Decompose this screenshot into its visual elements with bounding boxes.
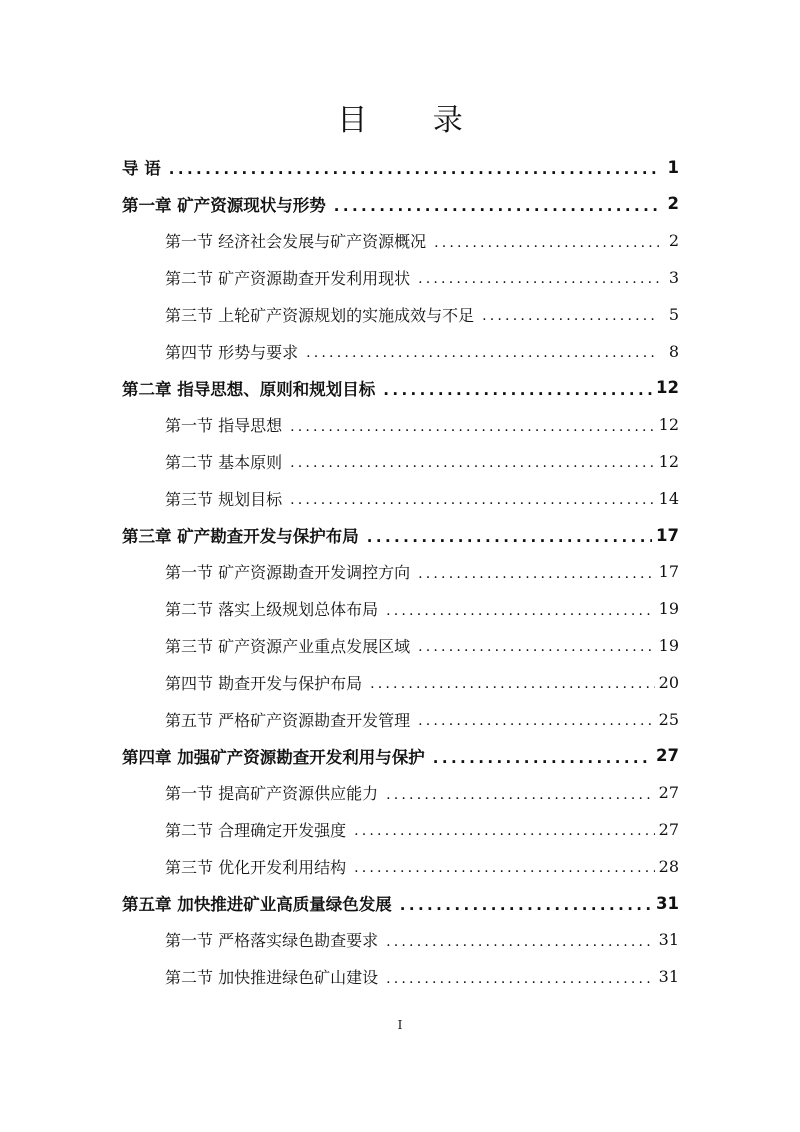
toc-entry-page-number: 19	[658, 635, 679, 655]
toc-entry-page-number: 28	[658, 856, 679, 876]
toc-section-entry[interactable]	[165, 594, 679, 624]
page-number: I	[397, 1018, 403, 1032]
toc-entry-page-number: 31	[656, 893, 679, 913]
toc-dot-leader	[354, 860, 655, 876]
toc-section-entry[interactable]	[165, 299, 679, 329]
toc-entry-page-number: 12	[658, 415, 679, 435]
toc-section-entry[interactable]	[165, 410, 679, 440]
toc-entry-page-number: 2	[668, 231, 679, 251]
toc-dot-leader	[383, 381, 652, 399]
toc-dot-leader	[386, 787, 655, 803]
toc-entry-label: 第二节 加快推进绿色矿山建设	[165, 968, 379, 988]
toc-chapter-entry[interactable]	[122, 152, 679, 182]
toc-entry-page-number: 19	[658, 599, 679, 619]
toc-entry-label: 第二章 指导思想、原则和规划目标	[122, 379, 376, 399]
toc-entry-page-number: 12	[656, 378, 679, 398]
toc-entry-page-number: 2	[667, 194, 679, 214]
toc-chapter-entry[interactable]	[122, 888, 679, 918]
toc-entry-page-number: 17	[656, 525, 679, 545]
toc-entry-label: 第四节 勘查开发与保护布局	[165, 673, 363, 693]
toc-section-entry[interactable]	[165, 557, 679, 587]
toc-dot-leader	[434, 235, 659, 251]
toc-section-entry[interactable]	[165, 851, 679, 881]
toc-entry-page-number: 12	[658, 451, 679, 471]
toc-dot-leader	[290, 419, 655, 435]
toc-entry-page-number: 31	[658, 930, 679, 950]
toc-title: 目 录	[337, 103, 491, 138]
toc-dot-leader	[386, 934, 655, 950]
toc-entry-page-number: 27	[656, 746, 679, 766]
toc-entry-label: 第三节 规划目标	[165, 489, 283, 509]
toc-entry-page-number: 27	[658, 783, 679, 803]
toc-entry-label: 第二节 落实上级规划总体布局	[165, 600, 379, 620]
toc-entry-label: 第二节 基本原则	[165, 452, 283, 472]
toc-chapter-entry[interactable]	[122, 373, 679, 403]
toc-entry-label: 第一节 提高矿产资源供应能力	[165, 784, 379, 804]
toc-entry-label: 第四章 加强矿产资源勘查开发利用与保护	[122, 747, 425, 767]
toc-dot-leader	[418, 271, 659, 287]
toc-section-entry[interactable]	[165, 704, 679, 734]
toc-dot-leader	[354, 823, 655, 839]
toc-section-entry[interactable]	[165, 814, 679, 844]
toc-section-entry[interactable]	[165, 226, 679, 256]
toc-dot-leader	[306, 345, 659, 361]
toc-entry-label: 第三节 优化开发利用结构	[165, 857, 347, 877]
toc-dot-leader	[370, 676, 655, 692]
toc-entry-label: 第四节 形势与要求	[165, 342, 299, 362]
toc-entry-label: 第一节 严格落实绿色勘查要求	[165, 931, 379, 951]
toc-dot-leader	[433, 749, 652, 767]
toc-section-entry[interactable]	[165, 962, 679, 992]
toc-section-entry[interactable]	[165, 336, 679, 366]
toc-entry-label: 第二节 矿产资源勘查开发利用现状	[165, 268, 411, 288]
toc-entry-page-number: 5	[668, 304, 679, 324]
toc-dot-leader	[418, 639, 655, 655]
toc-entry-label: 第一节 指导思想	[165, 416, 283, 436]
toc-dot-leader	[418, 566, 655, 582]
toc-dot-leader	[290, 455, 655, 471]
toc-entry-label: 第五章 加快推进矿业高质量绿色发展	[122, 895, 392, 914]
toc-entry-label: 第一节 矿产资源勘查开发调控方向	[165, 563, 411, 583]
toc-section-entry[interactable]	[165, 630, 679, 660]
toc-entry-page-number: 17	[658, 562, 679, 582]
toc-entry-page-number: 14	[658, 488, 679, 508]
toc-entry-label: 第三章 矿产勘查开发与保护布局	[122, 527, 359, 546]
toc-dot-leader	[386, 971, 655, 987]
toc-section-entry[interactable]	[165, 778, 679, 808]
toc-entry-label: 第二节 合理确定开发强度	[165, 820, 347, 840]
toc-chapter-entry[interactable]	[122, 520, 679, 550]
toc-section-entry[interactable]	[165, 262, 679, 292]
toc-entry-page-number: 1	[667, 157, 679, 177]
toc-section-entry[interactable]	[165, 446, 679, 476]
toc-entry-page-number: 31	[658, 967, 679, 987]
toc-entry-label: 第三节 矿产资源产业重点发展区域	[165, 636, 411, 656]
toc-section-entry[interactable]	[165, 667, 679, 697]
toc-dot-leader	[386, 603, 655, 619]
toc-entry-label: 导 语	[122, 159, 161, 178]
toc-entry-page-number: 3	[668, 267, 679, 287]
toc-dot-leader	[400, 896, 652, 914]
toc-dot-leader	[367, 528, 652, 546]
toc-section-entry[interactable]	[165, 925, 679, 955]
toc-dot-leader	[482, 308, 659, 324]
toc-dot-leader	[418, 713, 655, 729]
toc-dot-leader	[334, 197, 659, 215]
toc-chapter-entry[interactable]	[122, 189, 679, 219]
toc-entry-label: 第五节 严格矿产资源勘查开发管理	[165, 710, 411, 730]
toc-chapter-entry[interactable]	[122, 741, 679, 771]
toc-section-entry[interactable]	[165, 483, 679, 513]
toc-entry-page-number: 27	[658, 819, 679, 839]
toc-entry-label: 第三节 上轮矿产资源规划的实施成效与不足	[165, 305, 475, 325]
toc-entry-page-number: 8	[668, 341, 679, 361]
toc-entry-page-number: 25	[658, 709, 679, 729]
toc-entry-page-number: 20	[658, 672, 679, 692]
toc-dot-leader	[290, 492, 655, 508]
toc-dot-leader	[169, 160, 659, 178]
toc-entry-label: 第一节 经济社会发展与矿产资源概况	[165, 232, 427, 252]
toc-entry-label: 第一章 矿产资源现状与形势	[122, 195, 326, 215]
